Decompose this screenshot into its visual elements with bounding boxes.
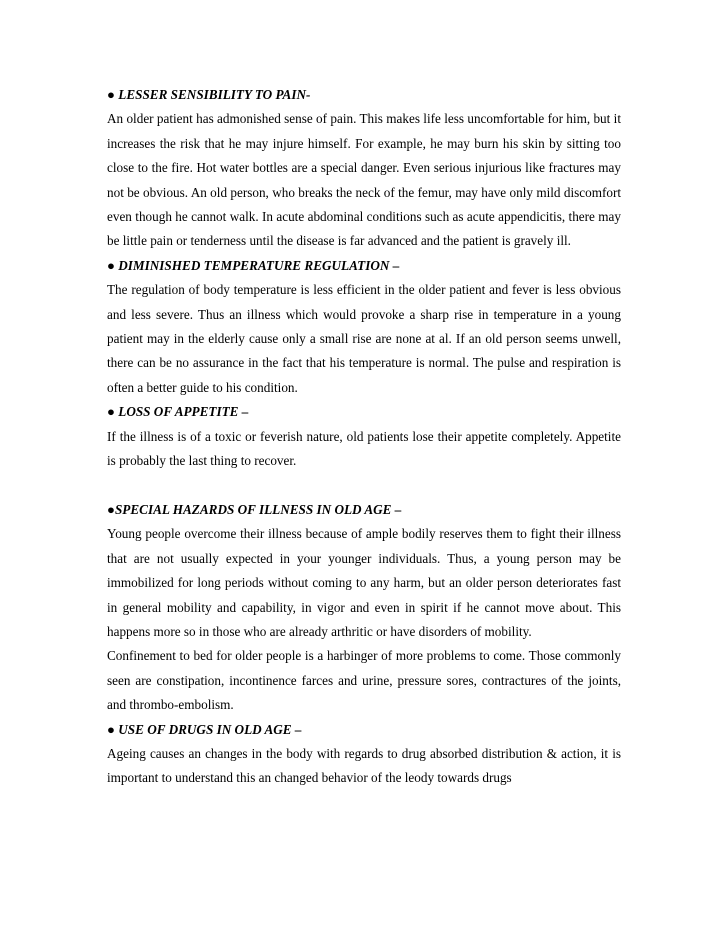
document-page [107,83,621,791]
section-paragraph-temperature: The regulation of body temperature is less efficient in the older patient and fever is less obvious and less severe. Thus an illness which would provoke a sharp rise in temperature in a young patient may in the elderly cause only a small rise are none at al. If an old person seems unwell, there can be no assurance in the fact that his temperature is normal. The pulse and respiration is often a better guide to his condition. [107,282,621,395]
section-heading-appetite: ● LOSS OF APPETITE – [107,404,249,420]
section-paragraph-pain: An older patient has admonished sense of pain. This makes life less uncomfortable for him, but it increases the risk that he may injure himself. For example, he may burn his skin by sitting too close to the fire. Hot water bottles are a special danger. Even serious injurious like fractures may not be obvious. An old person, who breaks the neck of the femur, may have only mild discomfort even though he cannot walk. In acute abdominal conditions such as acute appendicitis, there may be little pain or tenderness until the disease is far advanced and the patient is gravely ill. [107,111,621,249]
section-paragraph-appetite: If the illness is of a toxic or feverish nature, old patients lose their appetite completely. Appetite is probably the last thing to recover. [107,428,621,469]
paragraph-spacer [107,474,621,498]
section-heading-drugs: ● USE OF DRUGS IN OLD AGE – [107,721,302,737]
section-paragraph-hazards-2: Confinement to bed for older people is a harbinger of more problems to come. Those commonly seen are constipation, incontinence farces and urine, pressure sores, contractures of the joints, and thrombo-embolism. [107,648,621,713]
section-paragraph-hazards-1: Young people overcome their illness because of ample bodily reserves them to fight their illness that are not usually expected in your younger individuals. Thus, a young person may be immobilized for long periods without coming to any harm, but an older person deteriorates fast in general mobility and capability, in vigor and even in spirit if he cannot move about. This happens more so in those who are already arthritic or have disorders of mobility. [107,526,621,639]
section-heading-pain: ● LESSER SENSIBILITY TO PAIN- [107,87,311,102]
section-heading-temperature: ● DIMINISHED TEMPERATURE REGULATION – [107,257,400,273]
section-paragraph-drugs: Ageing causes an changes in the body with regards to drug absorbed distribution & action, it is important to understand this an changed behavior of the leody towards drugs [107,745,621,786]
section-heading-hazards: ●SPECIAL HAZARDS OF ILLNESS IN OLD AGE – [107,501,402,517]
